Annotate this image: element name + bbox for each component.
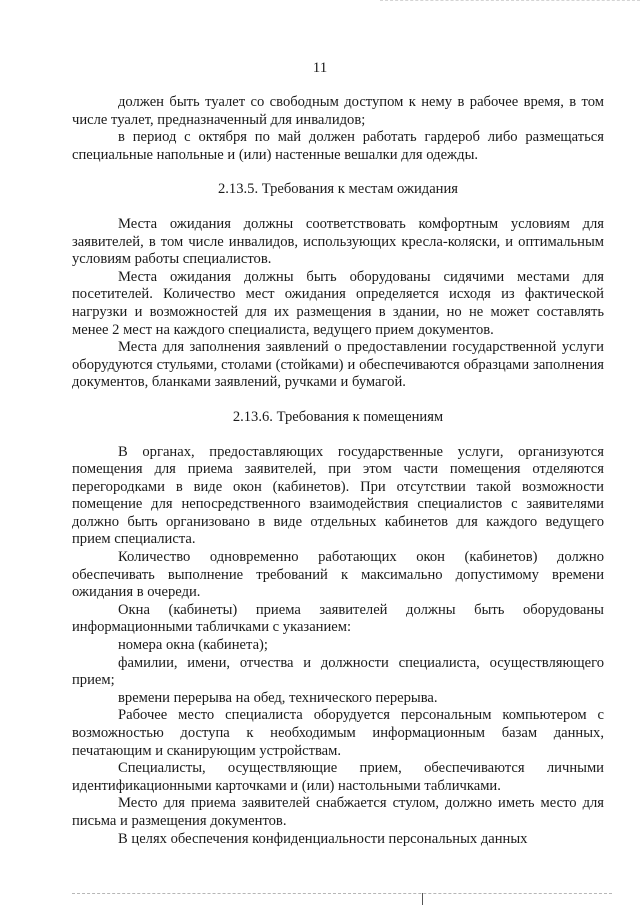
- paragraph-wardrobe: в период с октября по май должен работать гардероб либо размещаться специальные напольные и (или) настенные вешалки для одежды.: [72, 129, 604, 163]
- paragraph-windows-count: Количество одновременно работающих окон (кабинетов) должно обеспечивать выполнение требований к максимально допустимому времени ожидания в очереди.: [72, 549, 604, 601]
- scan-bottom-rule: [72, 893, 612, 894]
- paragraph-premises-organization: В органах, предоставляющих государственные услуги, организуются помещения для приема заявителей, при этом части помещения отделяются перегородками в виде окон (кабинетов). При отсутствии такой возможности помещение для непосредственного взаимодействия специалистов с заявителями должно быть организовано в виде отдельных кабинетов для каждого ведущего прием специалиста.: [72, 443, 604, 548]
- paragraph-window-signs: Окна (кабинеты) приема заявителей должны быть оборудованы информационными табличками с указанием:: [72, 601, 604, 636]
- paragraph-id-cards: Специалисты, осуществляющие прием, обеспечиваются личными идентификационными карточками и (или) настольными табличками.: [72, 760, 604, 794]
- paragraph-confidentiality: В целях обеспечения конфиденциальности персональных данных: [118, 830, 528, 847]
- paragraph-toilet: должен быть туалет со свободным доступом к нему в рабочее время, в том числе туалет, предназначенный для инвалидов;: [72, 94, 604, 128]
- list-item-break-time: времени перерыва на обед, технического перерыва.: [118, 689, 438, 706]
- document-body: [72, 94, 604, 848]
- scan-bottom-tick: [422, 893, 423, 905]
- section-heading-waiting-places: 2.13.5. Требования к местам ожидания: [217, 181, 459, 198]
- scan-edge-marks: [380, 0, 640, 7]
- paragraph-reception-place: Место для приема заявителей снабжается стулом, должно иметь место для письма и размещения документов.: [72, 795, 604, 829]
- list-item-window-number: номера окна (кабинета);: [118, 637, 268, 654]
- paragraph-application-places: Места для заполнения заявлений о предоставлении государственной услуги оборудуются стульями, столами (стойками) и обеспечиваются образцами заполнения документов, бланками заявлений, ручками и бумагой.: [72, 339, 604, 391]
- page-number: 11: [312, 60, 328, 76]
- list-item-specialist-name: фамилии, имени, отчества и должности специалиста, осуществляющего прием;: [72, 654, 604, 689]
- paragraph-waiting-seats: Места ожидания должны быть оборудованы сидячими местами для посетителей. Количество мест ожидания определяется исходя из фактической нагрузки и возможностей для их размещения в здании, но не может составлять менее 2 мест на каждого специалиста, ведущего прием документов.: [72, 268, 604, 338]
- section-heading-premises: 2.13.6. Требования к помещениям: [232, 408, 444, 425]
- paragraph-waiting-comfort: Места ожидания должны соответствовать комфортным условиям для заявителей, в том числе инвалидов, использующих кресла-коляски, и оптимальным условиям работы специалистов.: [72, 215, 604, 268]
- paragraph-workplace: Рабочее место специалиста оборудуется персональным компьютером с возможностью доступа к необходимым информационным базам данных, печатающим и сканирующим устройствам.: [72, 707, 604, 759]
